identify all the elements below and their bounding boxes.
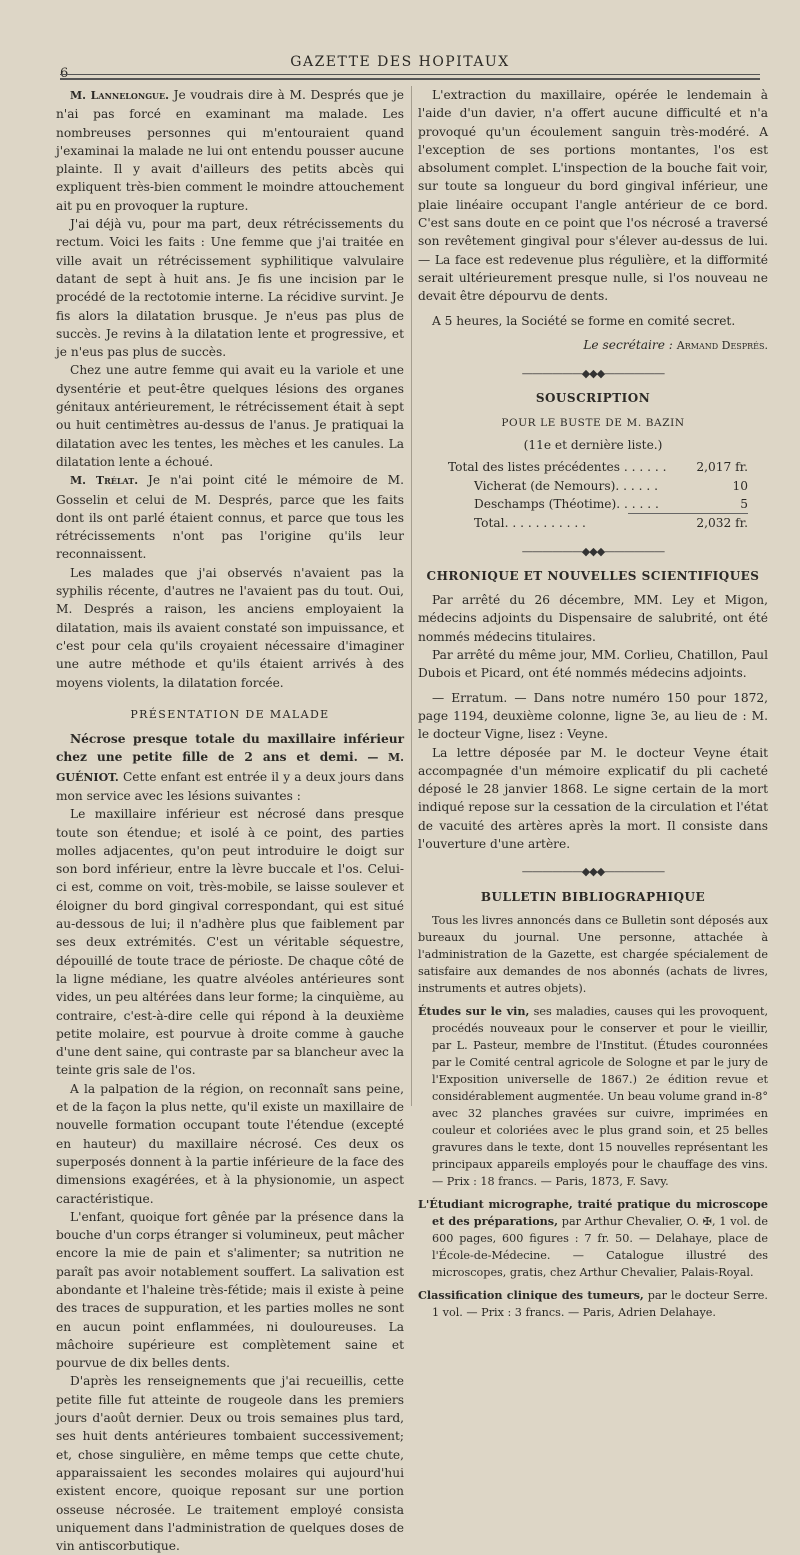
souscription-title: SOUSCRIPTION bbox=[535, 391, 651, 406]
table-row: Deschamps (Théotime). . . . . . 5 bbox=[474, 496, 748, 511]
secretary-signature: Le secrétaire : Armand Després. bbox=[583, 337, 768, 352]
speaker-name: M. Lannelongue. bbox=[70, 89, 169, 102]
souscription-table bbox=[448, 458, 748, 532]
paragraph: A 5 heures, la Société se forme en comité secret. bbox=[432, 313, 736, 328]
page-number: 6 bbox=[60, 66, 69, 81]
paragraph: M. Trélat. Je n'ai point cité le mémoire de M. Gosselin et celui de M. Després, parce que les faits dont ils ont parlé étaient connus, et parce que tous les rétrécissements n'ont pas l'origine qu'ils leur reconnaissent. bbox=[56, 473, 404, 562]
souscription-subtitle: POUR LE BUSTE DE M. BAZIN bbox=[501, 416, 685, 429]
ornament-divider: ——————◆◆◆—————— bbox=[521, 865, 665, 879]
masthead-title: GAZETTE DES HOPITAUX bbox=[290, 54, 510, 70]
ornament-divider: ——————◆◆◆—————— bbox=[521, 544, 665, 558]
bibliography-entry: Études sur le vin, ses maladies, causes qui les provoquent, procédés nouveaux pour le conserver et pour le vieillir, par L. Pasteur, membre de l'Institut. (Études couronnées par le Comité central agricole de Sologne et par le jury de l'Exposition universelle de 1867.) 2e édition revue et considérablement augmentée. Un beau volume grand in-8° avec 32 planches gravées sur cuivre, imprimées en couleur et coloriées avec le plus grand soin, et 25 belles gravures dans le texte, dont 15 nouvelles représentant les principaux appareils employés pour le chauffage des vins. — Prix : 18 francs. — Paris, 1873, F. Savy. bbox=[418, 1003, 768, 1188]
paragraph: Chez une autre femme qui avait eu la variole et une dysentérie et peut-être quelques lésions des organes génitaux antérieurement, le rétrécissement était à sept ou huit centimètres au-dessus de l'anus. Je pratiquai la dilatation avec les tentes, les mèches et les canules. La dilatation lente a échoué. bbox=[56, 363, 404, 469]
paragraph: La lettre déposée par M. le docteur Veyne était accompagnée d'un mémoire explicatif du pli cacheté déposé le 28 janvier 1868. Le signe certain de la mort indiqué repose sur la cessation de la circulation et l'état de vacuité des artères après la mort. Il consiste dans l'ouverture d'une artère. bbox=[418, 745, 768, 851]
chronique-title: CHRONIQUE ET NOUVELLES SCIENTIFIQUES bbox=[426, 568, 760, 583]
paragraph: L'enfant, quoique fort gênée par la présence dans la bouche d'un corps étranger si volumineux, peut mâcher encore la mie de pain et s'alimenter; sa nutrition ne paraît pas avoir notablement souffert. La salivation est abondante et l'haleine très-fétide; mais il existe à peine des traces de suppuration, et les parties molles ne sont en aucun point enflammées, ni douloureuses. La mâchoire supérieure est complètement saine et pourvue de dix belles dents. bbox=[56, 1209, 404, 1371]
paragraph: J'ai déjà vu, pour ma part, deux rétrécissements du rectum. Voici les faits : Une femme que j'ai traitée en ville avait un rétrécissement syphilitique valvulaire datant de sept à huit ans. Je fis une incision par le procédé de la rectotomie interne. La récidive survint. Je fis alors la dilatation brusque. Je n'eus pas plus de succès. Je revins à la dilatation lente et progressive, et je n'eus pas plus de succès. bbox=[56, 217, 404, 360]
paragraph: Le maxillaire inférieur est nécrosé dans presque toute son étendue; et isolé à ce point, des parties molles adjacentes, qu'on peut introduire le doigt sur son bord inférieur, entre la lèvre buccale et l'os. Celui-ci est, comme on voit, très-mobile, se laisse soulever et éloigner du bord gingival correspondant, qui est situé au-dessous de lui; il n'adhère plus que faiblement par ses deux extrémités. C'est un véritable séquestre, dépouillé de toute trace de périoste. De chaque côté de la ligne médiane, les quatre alvéoles antérieures sont vides, un peu altérées dans leur forme; la cinquième, au contraire, c'est-à-dire celle qui répond à la deuxième petite molaire, est pourvue à droite comme à gauche d'une dent saine, qui contraste par sa blancheur avec la teinte gris sale de l'os. bbox=[56, 807, 404, 1078]
paragraph: A la palpation de la région, on reconnaît sans peine, et de la façon la plus nette, qu'il existe un maxillaire de nouvelle formation occupant toute l'étendue (excepté en hauteur) du maxillaire nécrosé. Ces deux os superposés donnent à la partie inférieure de la face des dimensions exagérées, et à la physionomie, un aspect caractéristique. bbox=[56, 1081, 404, 1206]
paragraph: — Erratum. — Dans notre numéro 150 pour 1872, page 1194, deuxième colonne, ligne 3e, au lieu de : M. le docteur Vigne, lisez : Veyne. bbox=[418, 690, 768, 742]
paragraph: Les malades que j'ai observés n'avaient pas la syphilis récente, d'autres ne l'avaient pas du tout. Oui, M. Després a raison, les anciens employaient la dilatation, mais ils avaient constaté son impuissance, et c'est pour cela qu'ils croyaient nécessaire d'imaginer une autre méthode et qu'ils étaient arrivés à des moyens violents, la dilatation forcée. bbox=[56, 565, 404, 690]
paragraph: M. Lannelongue. Je voudrais dire à M. Després que je n'ai pas forcé en examinant ma malade. Les nombreuses personnes qui m'entouraient quand j'examinai la malade ne lui ont entendu pousser aucune plainte. Il y avait d'ailleurs des petits abcès qui expliquent très-bien comment le moindre attouchement ait pu en provoquer la rupture. bbox=[56, 88, 404, 213]
paragraph: Par arrêté du 26 décembre, MM. Ley et Migon, médecins adjoints du Dispensaire de salubrité, ont été nommés médecins titulaires. bbox=[418, 593, 768, 644]
ornament-divider: ——————◆◆◆—————— bbox=[521, 367, 665, 381]
bibliography-entry: L'Étudiant micrographe, traité pratique du microscope et des préparations, par Arthur Chevalier, O. ✠, 1 vol. de 600 pages, 600 figures : 7 fr. 50. — Delahaye, place de l'École-de-Médecine. — Catalogue illustré des microscopes, gratis, chez Arthur Chevalier, Palais-Royal. bbox=[418, 1196, 768, 1279]
bulletin-intro: Tous les livres annoncés dans ce Bulletin sont déposés aux bureaux du journal. Une personne, attachée à l'administration de la Gazette, est chargée spécialement de satisfaire aux demandes de nos abonnés (achats de livres, instruments et autres objets). bbox=[418, 913, 768, 995]
liste-label: (11e et dernière liste.) bbox=[523, 438, 663, 453]
bulletin-title: BULLETIN BIBLIOGRAPHIQUE bbox=[480, 889, 706, 904]
paragraph: D'après les renseignements que j'ai recueillis, cette petite fille fut atteinte de rougeole dans les premiers jours d'août dernier. Deux ou trois semaines plus tard, ses huit dents antérieures tombaient successivement; et, chose singulière, en même temps que cette chute, apparaissaient les secondes molaires qui aujourd'hui existent encore, quoique reposant sur une portion osseuse nécrosée. Le traitement employé consista uniquement dans l'administration de quelques doses de vin antiscorbutique. bbox=[56, 1374, 404, 1554]
left-column bbox=[56, 86, 404, 1555]
header-rule bbox=[60, 74, 760, 75]
paragraph: L'extraction du maxillaire, opérée le lendemain à l'aide d'un davier, n'a offert aucune difficulté et n'a provoqué qu'un écoulement sanguin très-modéré. A l'exception de ses portions montantes, l'os est absolument complet. L'inspection de la bouche fait voir, sur toute sa longueur du bord gingival inférieur, une plaie linéaire occupant l'angle antérieur de ce bord. C'est sans doute en ce point que l'os nécrosé a traversé son revêtement gingival pour s'élever au-dessus de lui. — La face est redevenue plus régulière, et la difformité serait ultérieurement presque nulle, si l'os nouveau ne devait être dépourvu de dents. bbox=[418, 88, 768, 304]
bulletin-body bbox=[418, 912, 768, 1321]
header-rule-thick bbox=[60, 78, 760, 80]
right-column bbox=[418, 86, 768, 1321]
paragraph: Par arrêté du même jour, MM. Corlieu, Chatillon, Paul Dubois et Picard, ont été nommés médecins adjoints. bbox=[418, 648, 768, 681]
section-title: PRÉSENTATION DE MALADE bbox=[130, 707, 330, 721]
table-row: Vicherat (de Nemours). . . . . . 10 bbox=[474, 478, 748, 493]
speaker-name: M. Trélat. bbox=[70, 474, 139, 488]
bibliography-entry: Classification clinique des tumeurs, par le docteur Serre. 1 vol. — Prix : 3 francs. — Paris, Adrien Delahaye. bbox=[418, 1287, 768, 1319]
case-heading: Nécrose presque totale du maxillaire inférieur chez une petite fille de 2 ans et demi. — M. GUÉNIOT. Cette enfant est entrée il y a deux jours dans mon service avec les lésions suivantes : bbox=[56, 732, 404, 803]
table-row: Total des listes précédentes . . . . . . 2,017 fr. bbox=[448, 460, 748, 475]
column-separator bbox=[411, 86, 412, 1106]
total-row: Total. . . . . . . . . . . 2,032 fr. bbox=[474, 516, 748, 531]
